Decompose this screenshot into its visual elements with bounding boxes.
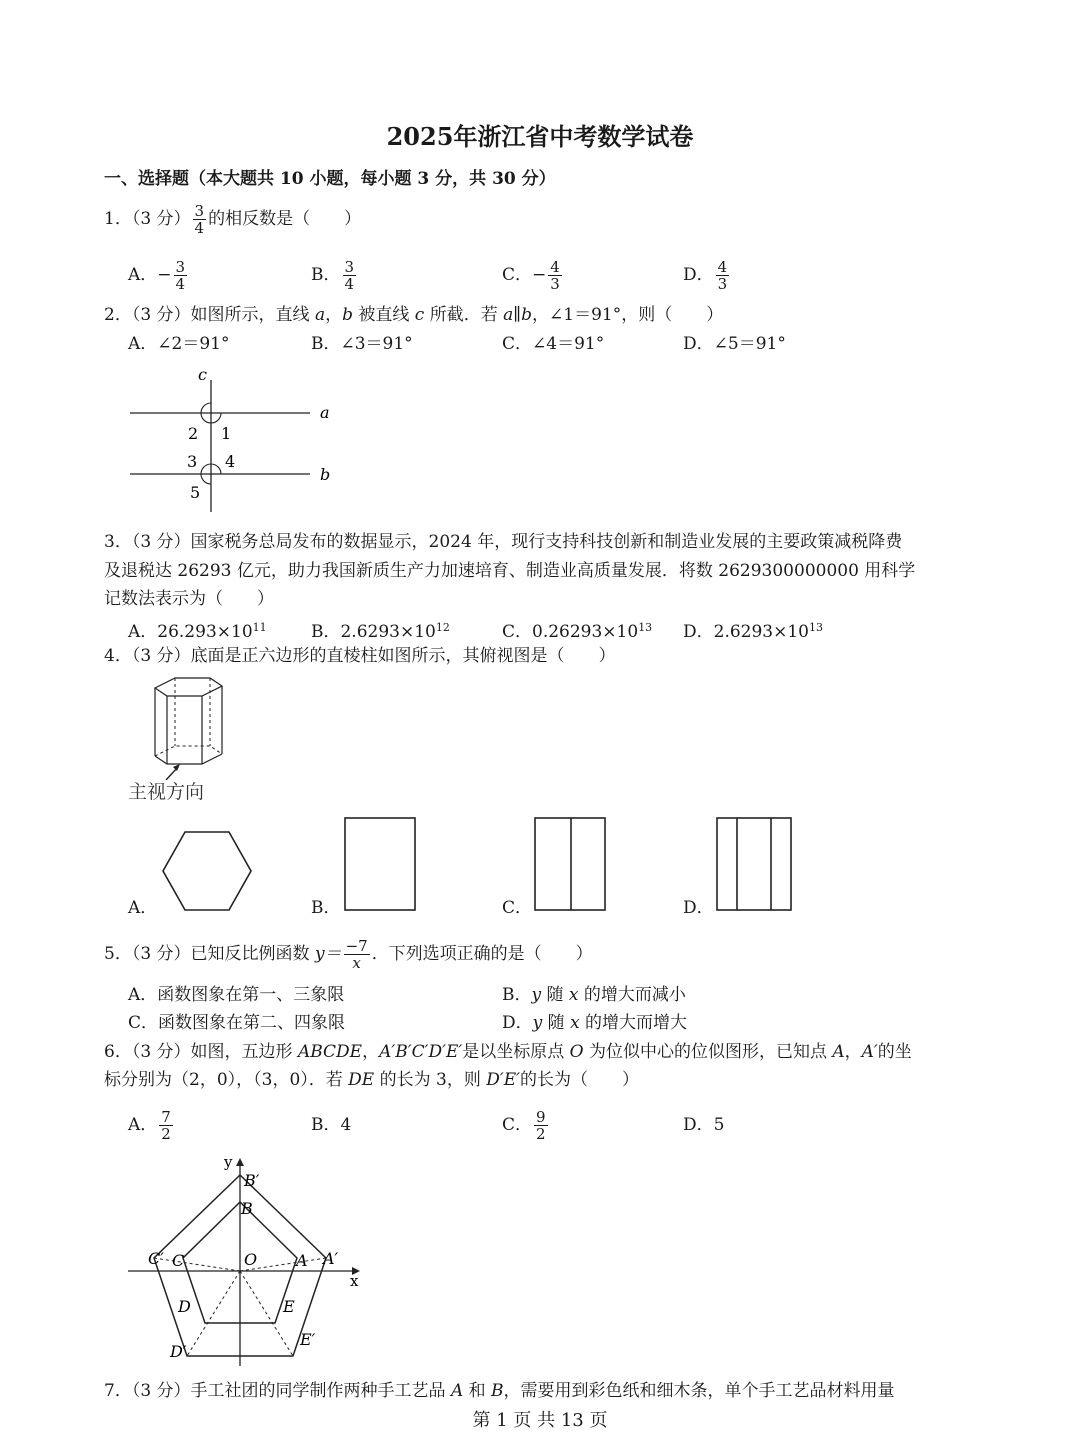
- point-a-prime: A′: [323, 1249, 339, 1268]
- point-c: C: [172, 1251, 185, 1270]
- q6-option-a: A． $\frac{7}{2}$: [128, 1108, 171, 1143]
- question-4-stem: 4．（3 分）底面是正六边形的直棱柱如图所示，其俯视图是（ ）: [104, 646, 616, 666]
- q6-option-b: B．4: [311, 1115, 352, 1135]
- q1-option-b: B． $\frac{3}{4}$: [311, 258, 355, 293]
- option-d-rectangle: [712, 814, 797, 914]
- option-b-rectangle: [340, 814, 420, 914]
- q5-option-a: A．函数图象在第一、三象限: [128, 985, 345, 1005]
- q4-option-b: B．: [311, 898, 341, 918]
- section-heading: 一、选择题（本大题共 10 小题，每小题 3 分，共 30 分）: [104, 169, 556, 189]
- angle-3: 3: [187, 452, 198, 471]
- page-title: 2025年浙江省中考数学试卷: [386, 122, 694, 151]
- point-d-prime: D′: [170, 1342, 187, 1361]
- angle-4: 4: [225, 452, 236, 471]
- point-d: D: [178, 1297, 191, 1316]
- point-e: E: [283, 1297, 295, 1316]
- option-a-hexagon: [155, 826, 255, 916]
- hexagonal-prism-figure: [140, 670, 240, 780]
- q4-option-a: A．: [128, 898, 158, 918]
- question-5-stem: 5．（3 分）已知反比例函数 y＝ $\frac{-7}{x}$ ．下列选项正确的是（ ）: [104, 937, 593, 972]
- q1-option-a: A．− $\frac{3}{4}$: [128, 258, 186, 293]
- pentagon-similarity-figure: [120, 1150, 380, 1370]
- point-c-prime: C′: [148, 1249, 164, 1268]
- angle-1: 1: [221, 424, 232, 443]
- point-b-prime: B′: [244, 1171, 260, 1190]
- q3-option-c: C．$0.26293\times 10^{13}$: [502, 621, 653, 642]
- q4-option-c: C．: [502, 898, 533, 918]
- angle-2: 2: [188, 424, 199, 443]
- q2-option-c: C．∠4＝91°: [502, 334, 605, 354]
- q2-option-a: A．∠2＝91°: [128, 334, 230, 354]
- option-c-rectangle: [530, 814, 610, 914]
- view-direction-caption: 主视方向: [128, 781, 205, 803]
- q2-option-b: B．∠3＝91°: [311, 334, 413, 354]
- point-b: B: [241, 1199, 253, 1218]
- q2-option-d: D．∠5＝91°: [683, 334, 786, 354]
- point-e-prime: E′: [300, 1330, 316, 1349]
- label-b: b: [320, 465, 331, 484]
- angle-5: 5: [190, 483, 201, 502]
- parallel-lines-figure: [120, 360, 350, 520]
- q5-option-b: B．y 随 x 的增大而减小: [502, 985, 686, 1005]
- question-6-line1: 6．（3 分）如图，五边形 ABCDE，A′B′C′D′E′是以坐标原点 O 为位似中心的位似图形，已知点 A，A′的坐: [104, 1042, 912, 1062]
- label-a: a: [320, 403, 330, 422]
- question-6-line2: 标分别为（2，0），（3，0）．若 DE 的长为 3，则 D′E′的长为（ ）: [104, 1070, 640, 1090]
- question-3-line3: 记数法表示为（ ）: [104, 589, 274, 609]
- q3-option-b: B．$2.6293\times 10^{12}$: [311, 621, 450, 642]
- x-axis-label: x: [350, 1272, 359, 1290]
- q1-option-d: D． $\frac{4}{3}$: [683, 258, 728, 293]
- q6-option-d: D．5: [683, 1115, 725, 1135]
- page-footer: 第 1 页 共 13 页: [472, 1410, 608, 1431]
- q4-option-d: D．: [683, 898, 714, 918]
- question-3-line1: 3．（3 分）国家税务总局发布的数据显示，2024 年，现行支持科技创新和制造业发展的主要政策减税降费: [104, 532, 903, 552]
- point-o: O: [244, 1250, 258, 1269]
- fraction: $\frac{3}{4}$: [194, 202, 205, 237]
- question-1-stem: 1．（3 分） $\frac{3}{4}$ 的相反数是（ ）: [104, 202, 362, 237]
- q6-option-c: C． $\frac{9}{2}$: [502, 1108, 546, 1143]
- label-c: c: [198, 365, 207, 384]
- q1-option-c: C．− $\frac{4}{3}$: [502, 258, 560, 293]
- question-7-stem: 7．（3 分）手工社团的同学制作两种手工艺品 A 和 B，需要用到彩色纸和细木条，单个手工艺品材料用量: [104, 1381, 895, 1401]
- question-3-line2: 及退税达 26293 亿元，助力我国新质生产力加速培育、制造业高质量发展．将数 2629300000000 用科学: [104, 561, 916, 581]
- q3-option-d: D．$2.6293\times 10^{13}$: [683, 621, 823, 642]
- q5-option-d: D．y 随 x 的增大而增大: [502, 1013, 688, 1033]
- question-2-stem: 2．（3 分）如图所示，直线 a，b 被直线 c 所截．若 a∥b，∠1＝91°，则（ ）: [104, 305, 724, 325]
- point-a: A: [296, 1251, 308, 1270]
- q5-option-c: C．函数图象在第二、四象限: [128, 1013, 346, 1033]
- y-axis-label: y: [224, 1153, 233, 1171]
- q3-option-a: A．$26.293\times 10^{11}$: [128, 621, 267, 642]
